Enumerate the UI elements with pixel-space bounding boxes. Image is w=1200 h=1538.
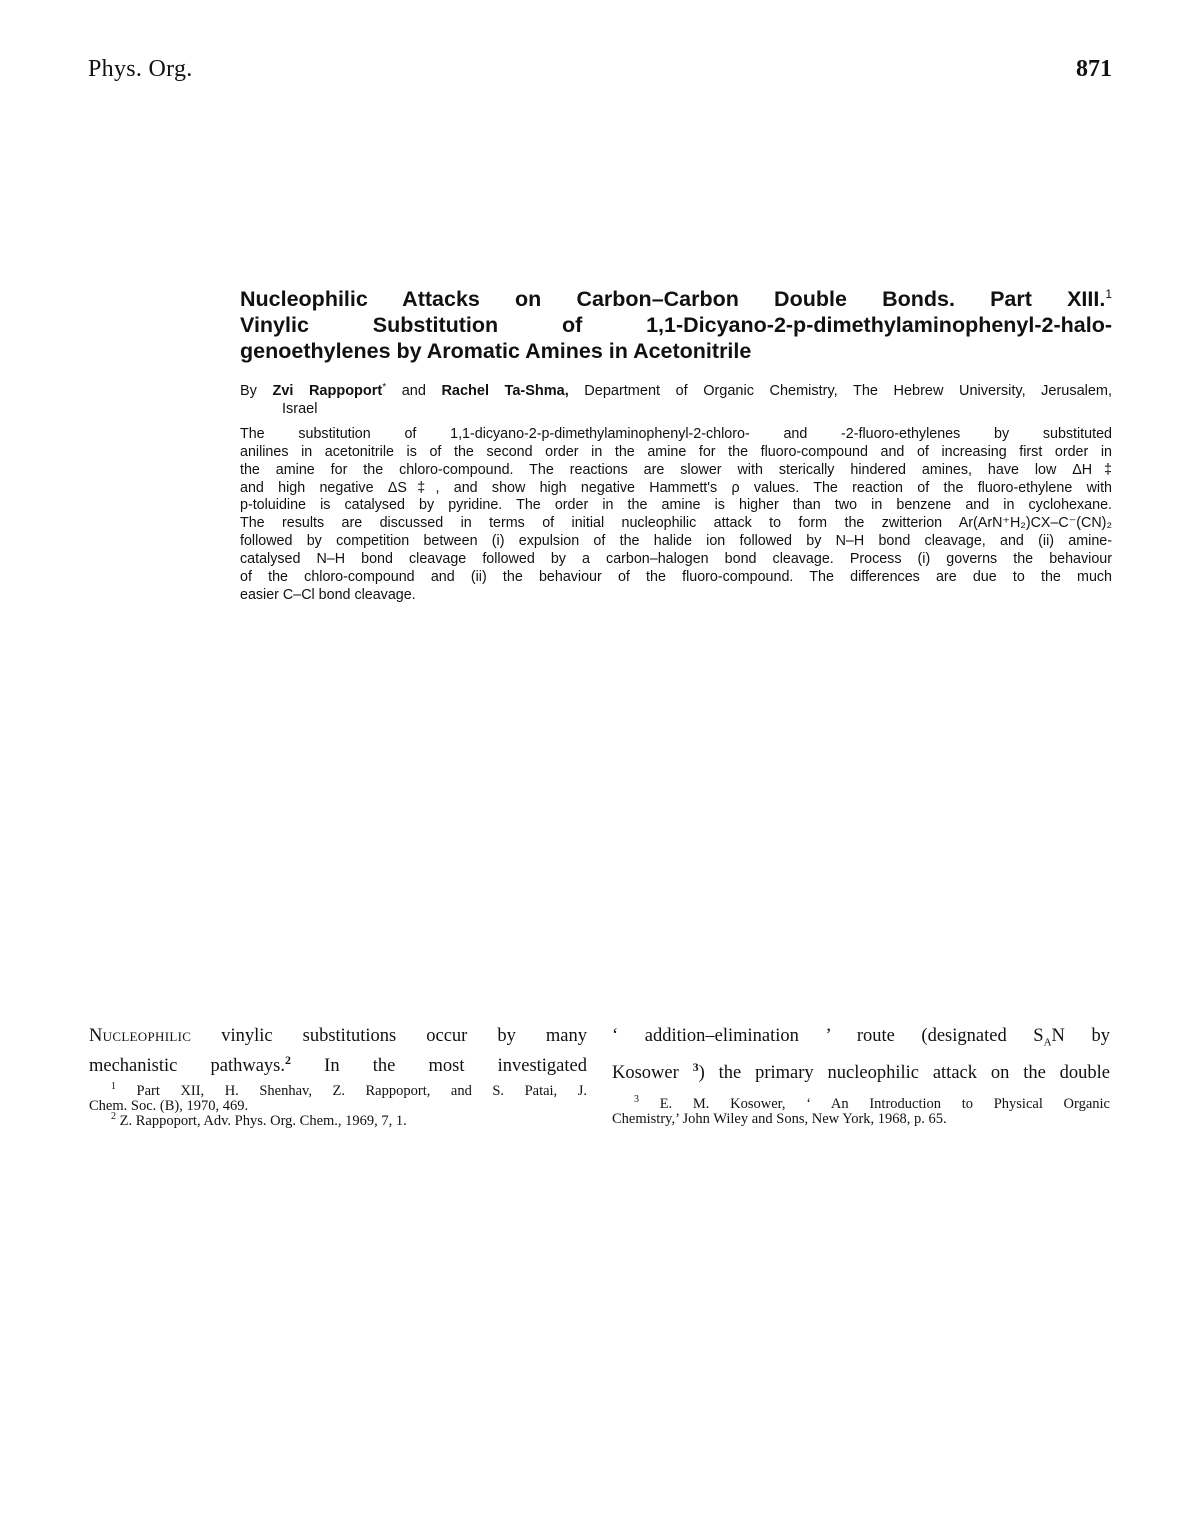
abstract-line: and high negative ΔS‡, and show high negative Hammett's ρ values. The reaction of the fluoro-ethylene with [240,479,1112,496]
article-title [240,286,1112,364]
footnote-3: $^3$ E. M. Kosower, ‘ An Introduction to Physical Organic Chemistry,’ John Wiley and Sons, New York, 1968, p. 65. [612,1094,1110,1127]
abstract-line: The results are discussed in terms of initial nucleophilic attack to form the zwitterion Ar(ArN⁺H₂)CX–C⁻(CN)₂ [240,515,1112,532]
abstract-line: The substitution of 1,1-dicyano-2-p-dimethylaminophenyl-2-chloro- and -2-fluoro-ethylenes by substituted [240,426,1112,442]
body-line: Kosower $^3$) the primary nucleophilic attack on the double [612,1059,1110,1083]
abstract-line: of the chloro-compound and (ii) the behaviour of the fluoro-compound. The differences are due to the much [240,568,1112,585]
lead-word: Nucleophilic [89,1026,192,1046]
abstract-line: catalysed N–H bond cleavage followed by a carbon–halogen bond cleavage. Process (i) governs the behaviour [240,550,1112,567]
byline-line-1: By Zvi Rappoport* and Rachel Ta-Shma, Department of Organic Chemistry, The Hebrew University, Jerusalem, [240,382,1113,399]
author-2: Rachel Ta-Shma, [441,383,569,399]
corresponding-mark: * [382,382,387,393]
body-column-left [89,1024,587,1078]
body-line: Nucleophilic vinylic substitutions occur by many [89,1026,587,1046]
ref-2: 2 [285,1053,292,1067]
abstract-line: easier C–Cl bond cleavage. [240,586,416,603]
byline [240,382,1112,418]
footnote-1: $^1$ Part XII, H. Shenhav, Z. Rappoport, and S. Patai, J. Chem. Soc. (B), 1970, 469. [89,1081,587,1114]
journal-section: Phys. Org. [88,56,193,82]
running-head [88,56,1112,90]
body-column-right [612,1024,1110,1085]
title-line-3: genoethylenes by Aromatic Amines in Acetonitrile [240,339,752,363]
title-line-1: Nucleophilic Attacks on Carbon–Carbon Double Bonds. Part XIII.$^1$ [240,287,1112,311]
body-line: ‘ addition–elimination ’ route (designated $S_AN$ by [612,1026,1110,1049]
title-reference: 1 [1105,287,1112,301]
abstract [240,426,1112,604]
abstract-line: anilines in acetonitrile is of the second order in the amine for the fluoro-compound and of increasing first order in [240,443,1112,460]
abstract-line: p-toluidine is catalysed by pyridine. The order in the amine is higher than two in benzene and in cyclohexane. [240,497,1112,514]
title-line-2: Vinylic Substitution of 1,1-Dicyano-2-p-dimethylaminophenyl-2-halo- [240,313,1112,337]
abstract-line: followed by competition between (i) expulsion of the halide ion followed by N–H bond cleavage, and (ii) amine- [240,533,1112,550]
ref-3: 3 [692,1059,699,1074]
footnote-2: $^2$ Z. Rappoport, Adv. Phys. Org. Chem., 1969, 7, 1. [111,1111,407,1129]
affiliation: Department of Organic Chemistry, The Hebrew University, Jerusalem, [584,383,1113,399]
abstract-line: the amine for the chloro-compound. The reactions are slower with sterically hindered amines, have low ΔH‡ [240,461,1112,478]
page-number: 871 [1076,56,1112,82]
affiliation-country: Israel [282,401,318,417]
author-1: Zvi Rappoport [272,383,383,399]
body-line: mechanistic pathways.$^2$ In the most investigated [89,1053,587,1077]
